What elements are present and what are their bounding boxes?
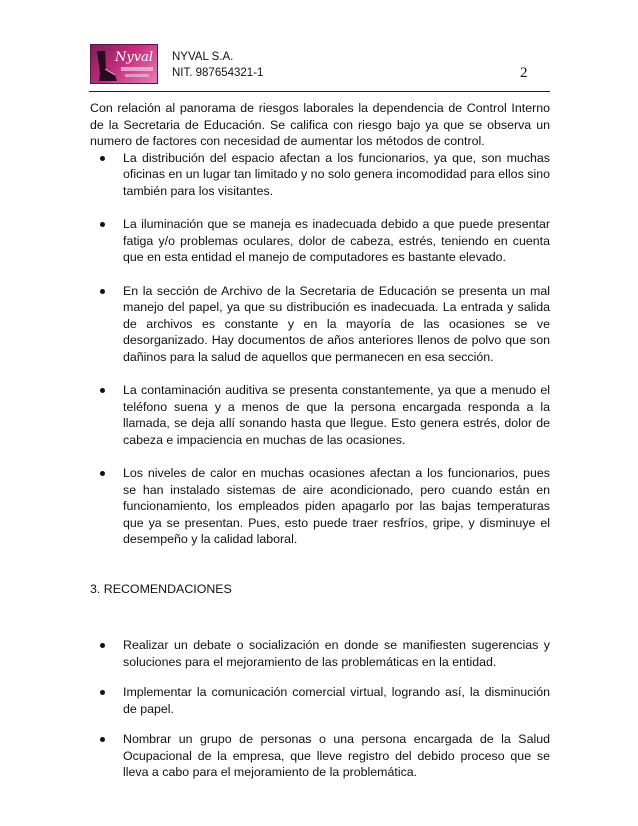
- header-divider: [89, 91, 550, 92]
- list-item: [90, 731, 550, 781]
- bullet-icon: [100, 156, 105, 161]
- list-item-text: La contaminación auditiva se presenta constantemente, ya que a menudo el teléfono suena y a menos de que la persona encargada responda a la llamada, se deja allí sonando hasta que llegue. Esto genera estrés, dolor de cabeza e impaciencia en muchas de las ocasiones.: [123, 383, 550, 447]
- document-body: [90, 100, 550, 795]
- intro-paragraph: Con relación al panorama de riesgos laborales la dependencia de Control Interno de la Secretaria de Educación. Se califica con riesgo bajo ya que se observa un numero de factores con necesidad de aumentar los métodos de control.: [90, 101, 550, 148]
- list-item: [90, 684, 550, 717]
- list-item: [90, 216, 550, 266]
- bullet-icon: [100, 643, 105, 648]
- list-item-text: Implementar la comunicación comercial virtual, logrando así, la disminución de papel.: [123, 685, 550, 716]
- list-item-text: La iluminación que se maneja es inadecuada debido a que puede presentar fatiga y/o problemas oculares, dolor de cabeza, estrés, teniendo en cuenta que en esta entidad el manejo de computadores es bastante elevado.: [123, 217, 550, 264]
- bullet-icon: [100, 222, 105, 227]
- list-item-text: La distribución del espacio afectan a los funcionarios, ya que, son muchas oficinas en un lugar tan limitado y no solo genera incomodidad para ellos sino también para los visitantes.: [123, 150, 550, 198]
- bullet-icon: [100, 388, 105, 393]
- risk-list: [90, 150, 550, 548]
- logo-text: Nyval: [115, 50, 153, 65]
- bullet-icon: [100, 737, 105, 742]
- bullet-icon: [100, 289, 105, 294]
- page-number: 2: [520, 65, 528, 81]
- list-item: [90, 637, 550, 670]
- boot-icon: [91, 45, 158, 84]
- list-item: [90, 283, 550, 366]
- list-item: [90, 465, 550, 548]
- section-heading: 3. RECOMENDACIONES: [90, 581, 232, 596]
- list-item-text: Nombrar un grupo de personas o una persona encargada de la Salud Ocupacional de la empresa, que lleve registro del debido proceso que se lleva a cabo para el mejoramiento de la problemática.: [123, 732, 550, 779]
- company-nit: NIT. 987654321-1: [172, 67, 264, 79]
- recommendations-list: [90, 637, 550, 781]
- bullet-icon: [100, 690, 105, 695]
- list-item: [90, 382, 550, 448]
- company-logo: [90, 44, 158, 84]
- company-name: NYVAL S.A.: [172, 51, 234, 63]
- list-item: [90, 150, 550, 200]
- list-item-text: Realizar un debate o socialización en donde se manifiesten sugerencias y soluciones para el mejoramiento de las problemáticas en la entidad.: [123, 638, 550, 669]
- company-info: [172, 49, 263, 81]
- list-item-text: En la sección de Archivo de la Secretaria de Educación se presenta un mal manejo del papel, ya que su distribución es inadecuada. La entrada y salida de archivos es constante y en la mayoría de las ocasiones se ve desorganizado. Hay documentos de años anteriores llenos de polvo que son dañinos para la salud de aquellos que permanecen en esa sección.: [123, 283, 550, 364]
- bullet-icon: [100, 471, 105, 476]
- list-item-text: Los niveles de calor en muchas ocasiones afectan a los funcionarios, pues se han instalado sistemas de aire acondicionado, pero cuando están en funcionamiento, los empleados piden apagarlo por las bajas temperaturas que ya se presentan. Pues, esto puede traer resfríos, gripe, y disminuye el desempeño y la calidad laboral.: [123, 466, 550, 546]
